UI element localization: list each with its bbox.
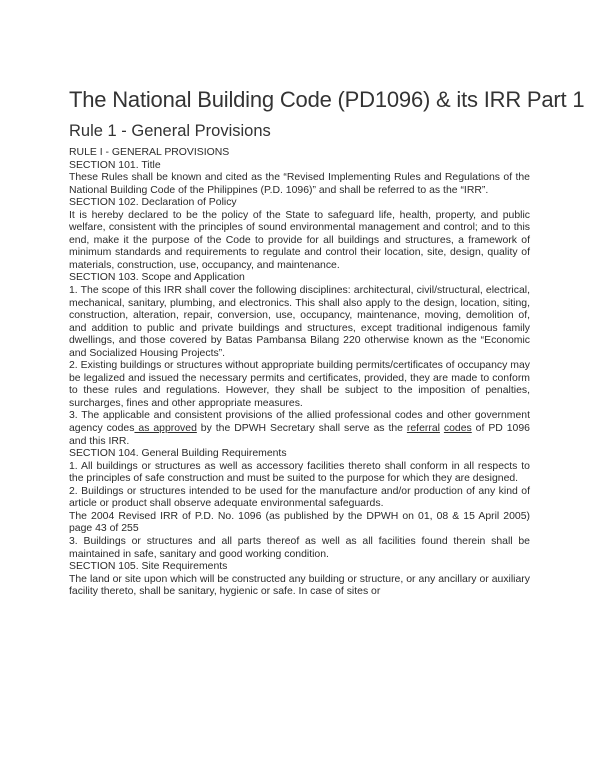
codes-link[interactable]: codes [443, 423, 472, 435]
paragraph-text: by the DPWH Secretary shall serve as the [196, 423, 407, 435]
paragraph-text: 3. The applicable and consistent provisions of the allied professional codes and other government agency codes [69, 410, 530, 435]
section-103-heading: SECTION 103. Scope and Application [69, 272, 245, 284]
section-104-paragraph-3: 3. Buildings or structures and all parts thereof as well as all facilities found therein shall be maintained in safe, sanitary and good working condition. [69, 535, 530, 560]
document-body [69, 147, 530, 599]
page-footer-note: The 2004 Revised IRR of P.D. No. 1096 (as published by the DPWH on 01, 08 & 15 April 2005) page 43 of 255 [69, 510, 530, 535]
section-102-heading: SECTION 102. Declaration of Policy [69, 197, 237, 209]
as-approved-link[interactable]: as approved [134, 423, 197, 435]
paragraph-text: of PD 1096 and this IRR. [69, 423, 530, 447]
section-103-paragraph-1: 1. The scope of this IRR shall cover the following disciplines: architectural, civil/structural, electrical, mechanical, sanitary, plumbing, and electronics. This shall also apply to the design, location, siting, construction, alteration, repair, conversion, use, occupancy, maintenance, moving, demolition of, and addition to public and private buildings and structures, except traditional indigenous family dwellings, and those covered by Batas Pambansa Bilang 220 otherwise known as the “Economic and Socialized Housing Projects”. [69, 285, 530, 359]
section-105-text: The land or site upon which will be constructed any building or structure, or any ancillary or auxiliary facility thereto, shall be sanitary, hygienic or safe. In case of sites or [69, 573, 530, 598]
rule-heading: RULE I - GENERAL PROVISIONS [69, 147, 230, 158]
section-103-paragraph-3 [69, 410, 530, 448]
section-104-paragraph-1: 1. All buildings or structures as well as accessory facilities thereto shall conform in all respects to the principles of safe construction and must be suited to the purpose for which they are designed. [69, 460, 530, 485]
section-104-heading: SECTION 104. General Building Requirements [69, 448, 287, 460]
section-101-text: These Rules shall be known and cited as the “Revised Implementing Rules and Regulations of the National Building Code of the Philippines (P.D. 1096)” and shall be referred to as the “IRR”. [69, 172, 530, 196]
section-102-text: It is hereby declared to be the policy of the State to safeguard life, health, property, and public welfare, consistent with the principles of sound environmental management and control; and to this end, make it the purpose of the Code to provide for all buildings and structures, a framework of minimum standards and requirements to regulate and control their location, site, design, quality of materials, construction, use, occupancy, and maintenance. [69, 209, 530, 271]
referral-link[interactable]: referral [406, 423, 440, 435]
section-104-paragraph-2: 2. Buildings or structures intended to be used for the manufacture and/or production of any kind of article or product shall observe adequate environmental safeguards. [69, 485, 530, 510]
section-105-heading: SECTION 105. Site Requirements [69, 561, 228, 573]
document-subtitle: Rule 1 - General Provisions [69, 122, 271, 140]
section-101-heading: SECTION 101. Title [69, 159, 161, 171]
section-103-paragraph-2: 2. Existing buildings or structures without appropriate building permits/certificates of occupancy may be legalized and issued the necessary permits and certificates, provided, they are made to conform to these rules and regulations. However, they shall be subject to the imposition of penalties, surcharges, fines and other appropriate measures. [69, 360, 530, 409]
document-title: The National Building Code (PD1096) & its IRR Part 1 [69, 87, 585, 112]
